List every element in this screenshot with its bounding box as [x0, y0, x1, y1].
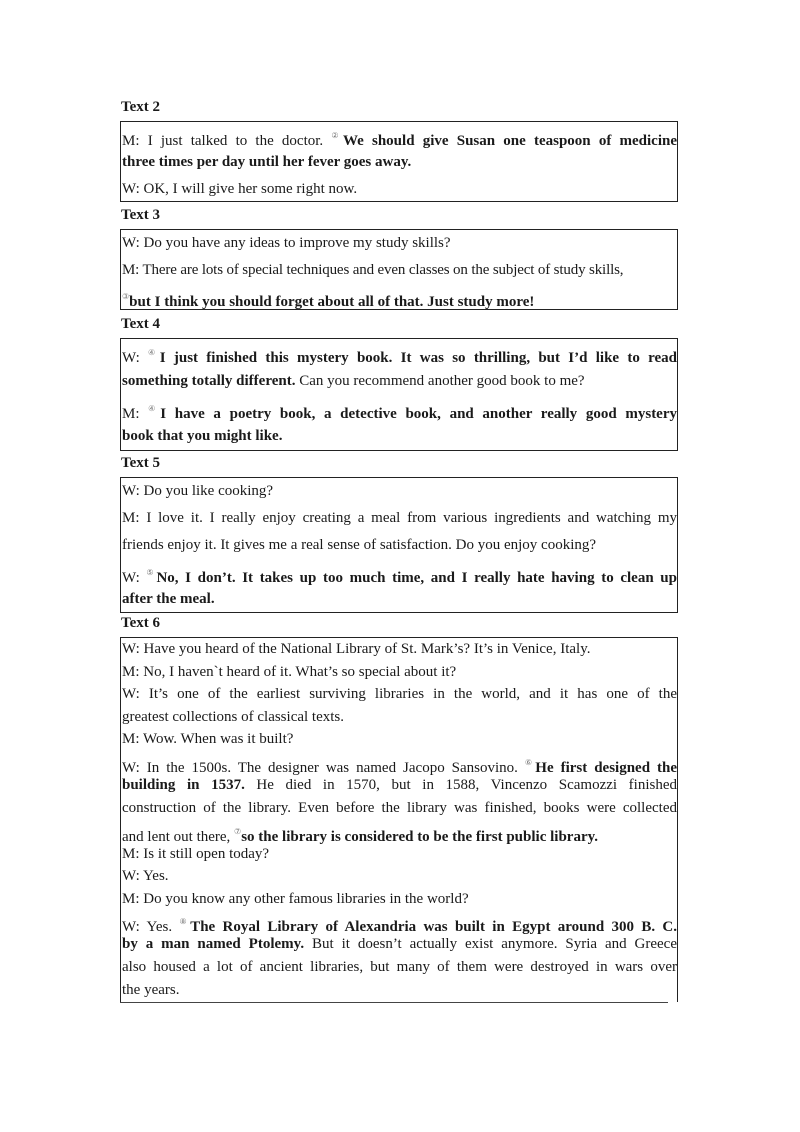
- footnote-marker: ③: [122, 292, 130, 301]
- dialogue-line: M: Wow. When was it built?: [122, 731, 294, 747]
- dialogue-line: and lent out there, ⑦so the library is considered to be the first public library.: [122, 827, 599, 845]
- dialogue-line: the years.: [122, 982, 180, 998]
- dialogue-line: W: Yes.: [122, 868, 169, 884]
- dialogue-line: W: Yes. ⑧The Royal Library of Alexandria was built in Egypt around 300 B. C.: [122, 917, 677, 935]
- footnote-marker: ⑦: [234, 827, 242, 836]
- dialogue-line: friends enjoy it. It gives me a real sense of satisfaction. Do you enjoy cooking?: [122, 537, 597, 553]
- dialogue-line: three times per day until her fever goes away.: [122, 154, 412, 170]
- dialogue-line: M: ④I have a poetry book, a detective book, and another really good mystery: [122, 404, 677, 422]
- dialogue-line: something totally different. Can you recommend another good book to me?: [122, 373, 585, 389]
- text-4-heading: Text 4: [121, 316, 161, 332]
- dialogue-line: W: ⑤No, I don’t. It takes up too much time, and I really hate having to clean up: [122, 568, 677, 586]
- dialogue-line: W: It’s one of the earliest surviving libraries in the world, and it has one of the: [122, 686, 677, 702]
- text-2-dialogue-box: [120, 121, 678, 202]
- footnote-marker: ④: [148, 404, 161, 413]
- dialogue-line: building in 1537. He died in 1570, but in 1588, Vincenzo Scamozzi finished: [122, 777, 677, 793]
- dialogue-line: M: Is it still open today?: [122, 846, 270, 862]
- dialogue-line: M: There are lots of special techniques and even classes on the subject of study skills,: [122, 262, 624, 278]
- dialogue-line: ③but I think you should forget about all of that. Just study more!: [122, 292, 535, 310]
- footnote-marker: ⑤: [146, 568, 157, 577]
- dialogue-line: W: Do you have any ideas to improve my study skills?: [122, 235, 451, 251]
- dialogue-line: W: Do you like cooking?: [122, 483, 274, 499]
- text-4-dialogue-box: [120, 338, 678, 451]
- text-6-dialogue-box: [120, 637, 678, 1002]
- dialogue-line: M: I love it. I really enjoy creating a meal from various ingredients and watching my: [122, 510, 677, 526]
- footnote-marker: ④: [148, 348, 160, 357]
- dialogue-line: M: I just talked to the doctor. ②We should give Susan one teaspoon of medicine: [122, 131, 677, 149]
- footnote-marker: ⑧: [179, 917, 191, 926]
- text-3-dialogue-box: [120, 229, 678, 310]
- dialogue-line: M: No, I haven`t heard of it. What’s so special about it?: [122, 664, 457, 680]
- text-3-heading: Text 3: [121, 207, 161, 223]
- dialogue-line: W: Have you heard of the National Library of St. Mark’s? It’s in Venice, Italy.: [122, 641, 591, 657]
- text-5-heading: Text 5: [121, 455, 161, 471]
- dialogue-line: book that you might like.: [122, 428, 283, 444]
- dialogue-line: greatest collections of classical texts.: [122, 709, 345, 725]
- dialogue-line: by a man named Ptolemy. But it doesn’t actually exist anymore. Syria and Greece: [122, 936, 677, 952]
- dialogue-line: M: Do you know any other famous libraries in the world?: [122, 891, 469, 907]
- bottom-rule: [120, 1002, 668, 1003]
- text-5-dialogue-box: [120, 477, 678, 613]
- dialogue-line: construction of the library. Even before the library was finished, books were collected: [122, 800, 677, 816]
- text-2-heading: Text 2: [121, 99, 161, 115]
- footnote-marker: ⑥: [524, 758, 536, 767]
- dialogue-line: after the meal.: [122, 591, 215, 607]
- footnote-marker: ②: [331, 131, 343, 140]
- dialogue-line: W: OK, I will give her some right now.: [122, 181, 358, 197]
- dialogue-line: W: In the 1500s. The designer was named Jacopo Sansovino. ⑥He first designed the: [122, 758, 678, 776]
- text-6-heading: Text 6: [121, 615, 161, 631]
- dialogue-line: W: ④I just finished this mystery book. It was so thrilling, but I’d like to read: [122, 348, 677, 366]
- dialogue-line: also housed a lot of ancient libraries, but many of them were destroyed in wars over: [122, 959, 677, 975]
